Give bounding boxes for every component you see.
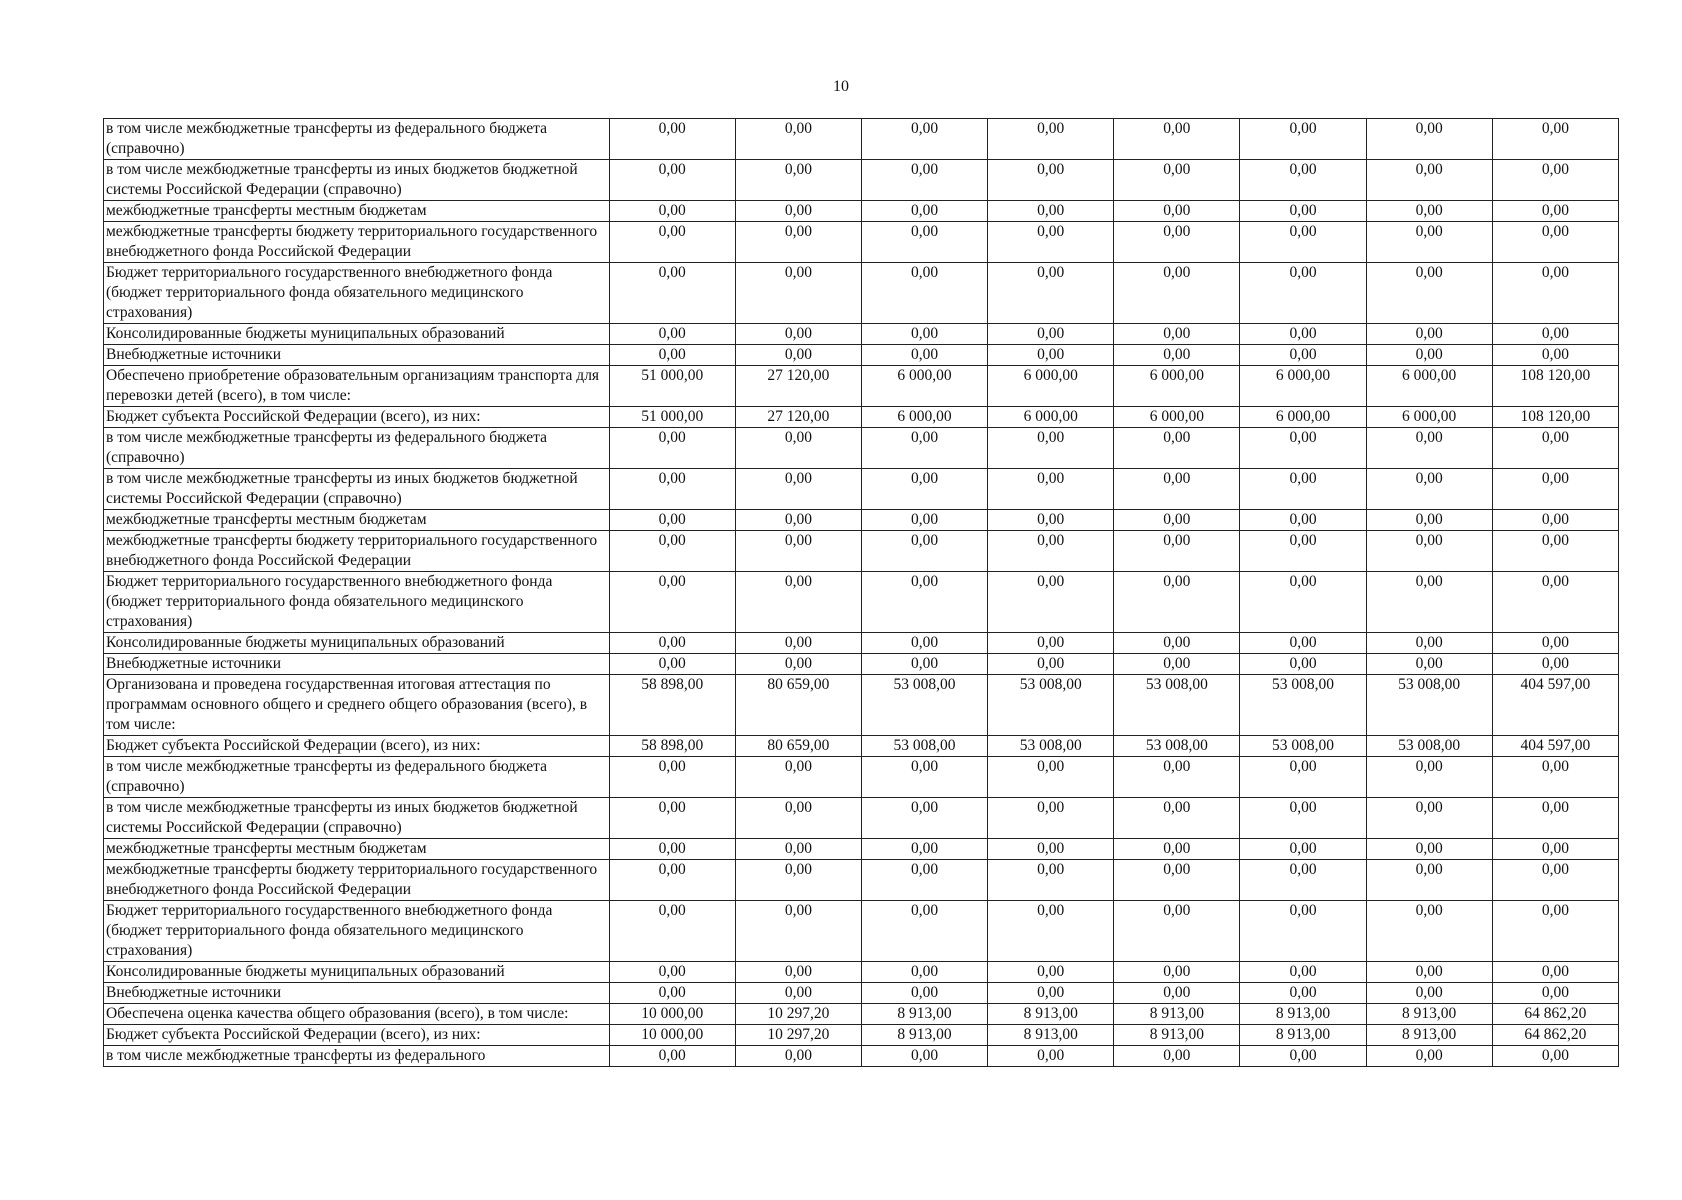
table-row <box>104 798 1619 839</box>
value-cell: 0,00 <box>1114 510 1240 531</box>
value-cell: 0,00 <box>1366 531 1492 572</box>
value-cell: 0,00 <box>735 428 861 469</box>
value-cell: 0,00 <box>1492 798 1618 839</box>
value-cell: 0,00 <box>988 839 1114 860</box>
value-cell: 0,00 <box>861 469 987 510</box>
value-cell: 0,00 <box>1492 428 1618 469</box>
budget-table-body <box>104 119 1619 1067</box>
value-cell: 6 000,00 <box>861 366 987 407</box>
value-cell: 0,00 <box>1492 901 1618 962</box>
value-cell: 0,00 <box>988 572 1114 633</box>
value-cell: 8 913,00 <box>1240 1004 1366 1025</box>
value-cell: 8 913,00 <box>988 1004 1114 1025</box>
value-cell: 0,00 <box>1114 201 1240 222</box>
value-cell: 6 000,00 <box>1114 366 1240 407</box>
value-cell: 0,00 <box>1366 901 1492 962</box>
value-cell: 0,00 <box>1240 798 1366 839</box>
table-row <box>104 654 1619 675</box>
value-cell: 0,00 <box>1366 1046 1492 1067</box>
table-row <box>104 572 1619 633</box>
value-cell: 0,00 <box>735 860 861 901</box>
value-cell: 0,00 <box>861 901 987 962</box>
value-cell: 8 913,00 <box>861 1025 987 1046</box>
table-row <box>104 1046 1619 1067</box>
value-cell: 0,00 <box>1366 160 1492 201</box>
value-cell: 0,00 <box>1366 983 1492 1004</box>
value-cell: 0,00 <box>1492 345 1618 366</box>
value-cell: 0,00 <box>609 901 735 962</box>
value-cell: 0,00 <box>861 345 987 366</box>
value-cell: 10 000,00 <box>609 1025 735 1046</box>
value-cell: 64 862,20 <box>1492 1004 1618 1025</box>
table-row <box>104 839 1619 860</box>
value-cell: 0,00 <box>1240 572 1366 633</box>
value-cell: 0,00 <box>735 222 861 263</box>
value-cell: 0,00 <box>609 757 735 798</box>
value-cell: 0,00 <box>1114 160 1240 201</box>
value-cell: 0,00 <box>861 119 987 160</box>
value-cell: 0,00 <box>1492 160 1618 201</box>
value-cell: 0,00 <box>1366 469 1492 510</box>
value-cell: 0,00 <box>861 633 987 654</box>
value-cell: 0,00 <box>609 839 735 860</box>
value-cell: 0,00 <box>735 345 861 366</box>
value-cell: 58 898,00 <box>609 736 735 757</box>
value-cell: 0,00 <box>988 510 1114 531</box>
value-cell: 0,00 <box>1114 1046 1240 1067</box>
budget-table-wrapper <box>103 118 1619 1067</box>
value-cell: 0,00 <box>1114 757 1240 798</box>
value-cell: 0,00 <box>988 1046 1114 1067</box>
value-cell: 0,00 <box>1492 654 1618 675</box>
value-cell: 0,00 <box>609 633 735 654</box>
value-cell: 0,00 <box>988 345 1114 366</box>
value-cell: 0,00 <box>1240 263 1366 324</box>
value-cell: 0,00 <box>735 324 861 345</box>
value-cell: 0,00 <box>861 428 987 469</box>
value-cell: 0,00 <box>1240 983 1366 1004</box>
value-cell: 0,00 <box>1114 469 1240 510</box>
value-cell: 0,00 <box>861 160 987 201</box>
value-cell: 0,00 <box>1114 839 1240 860</box>
table-row <box>104 901 1619 962</box>
value-cell: 0,00 <box>735 510 861 531</box>
value-cell: 0,00 <box>609 469 735 510</box>
value-cell: 0,00 <box>1240 860 1366 901</box>
row-label: Консолидированные бюджеты муниципальных образований <box>104 324 610 345</box>
value-cell: 53 008,00 <box>1114 736 1240 757</box>
value-cell: 0,00 <box>861 531 987 572</box>
table-row <box>104 469 1619 510</box>
value-cell: 0,00 <box>988 654 1114 675</box>
value-cell: 0,00 <box>861 983 987 1004</box>
value-cell: 53 008,00 <box>1240 675 1366 736</box>
value-cell: 0,00 <box>1114 263 1240 324</box>
value-cell: 0,00 <box>1366 263 1492 324</box>
value-cell: 0,00 <box>1114 654 1240 675</box>
value-cell: 0,00 <box>988 798 1114 839</box>
value-cell: 0,00 <box>1240 222 1366 263</box>
table-row <box>104 407 1619 428</box>
row-label: Внебюджетные источники <box>104 983 610 1004</box>
value-cell: 0,00 <box>735 469 861 510</box>
value-cell: 0,00 <box>861 839 987 860</box>
table-row <box>104 201 1619 222</box>
table-row <box>104 1025 1619 1046</box>
value-cell: 0,00 <box>1492 839 1618 860</box>
value-cell: 0,00 <box>1366 201 1492 222</box>
value-cell: 0,00 <box>988 119 1114 160</box>
table-row <box>104 531 1619 572</box>
value-cell: 0,00 <box>1114 324 1240 345</box>
value-cell: 0,00 <box>609 263 735 324</box>
value-cell: 0,00 <box>988 324 1114 345</box>
value-cell: 0,00 <box>988 160 1114 201</box>
value-cell: 0,00 <box>1366 119 1492 160</box>
value-cell: 0,00 <box>1366 222 1492 263</box>
value-cell: 0,00 <box>1366 428 1492 469</box>
table-row <box>104 324 1619 345</box>
value-cell: 0,00 <box>861 510 987 531</box>
value-cell: 0,00 <box>1366 633 1492 654</box>
table-row <box>104 119 1619 160</box>
value-cell: 0,00 <box>735 983 861 1004</box>
value-cell: 0,00 <box>988 428 1114 469</box>
value-cell: 0,00 <box>988 901 1114 962</box>
value-cell: 51 000,00 <box>609 407 735 428</box>
value-cell: 6 000,00 <box>988 366 1114 407</box>
row-label: Бюджет субъекта Российской Федерации (всего), из них: <box>104 1025 610 1046</box>
value-cell: 53 008,00 <box>988 736 1114 757</box>
value-cell: 0,00 <box>988 222 1114 263</box>
table-row <box>104 633 1619 654</box>
value-cell: 0,00 <box>988 962 1114 983</box>
value-cell: 0,00 <box>735 901 861 962</box>
value-cell: 0,00 <box>861 860 987 901</box>
value-cell: 0,00 <box>1240 469 1366 510</box>
row-label: Бюджет территориального государственного внебюджетного фонда (бюджет территориального фонда обязательного медицинского страхования) <box>104 572 610 633</box>
value-cell: 0,00 <box>1366 860 1492 901</box>
value-cell: 0,00 <box>609 119 735 160</box>
value-cell: 0,00 <box>1240 345 1366 366</box>
row-label: Бюджет территориального государственного внебюджетного фонда (бюджет территориального фонда обязательного медицинского страхования) <box>104 263 610 324</box>
value-cell: 27 120,00 <box>735 407 861 428</box>
value-cell: 0,00 <box>988 531 1114 572</box>
value-cell: 27 120,00 <box>735 366 861 407</box>
value-cell: 0,00 <box>1240 531 1366 572</box>
value-cell: 0,00 <box>861 324 987 345</box>
value-cell: 0,00 <box>1492 572 1618 633</box>
value-cell: 0,00 <box>1114 222 1240 263</box>
value-cell: 0,00 <box>1240 839 1366 860</box>
table-row <box>104 345 1619 366</box>
value-cell: 51 000,00 <box>609 366 735 407</box>
value-cell: 0,00 <box>861 201 987 222</box>
row-label: межбюджетные трансферты местным бюджетам <box>104 839 610 860</box>
value-cell: 0,00 <box>735 839 861 860</box>
value-cell: 0,00 <box>1492 983 1618 1004</box>
value-cell: 0,00 <box>861 654 987 675</box>
value-cell: 6 000,00 <box>1240 366 1366 407</box>
value-cell: 6 000,00 <box>861 407 987 428</box>
value-cell: 0,00 <box>1240 160 1366 201</box>
row-label: в том числе межбюджетные трансферты из федерального бюджета (справочно) <box>104 428 610 469</box>
value-cell: 0,00 <box>1366 510 1492 531</box>
table-row <box>104 366 1619 407</box>
value-cell: 0,00 <box>1492 201 1618 222</box>
value-cell: 0,00 <box>735 160 861 201</box>
value-cell: 0,00 <box>1240 962 1366 983</box>
row-label: Бюджет субъекта Российской Федерации (всего), из них: <box>104 736 610 757</box>
value-cell: 0,00 <box>988 860 1114 901</box>
table-row <box>104 962 1619 983</box>
value-cell: 8 913,00 <box>1366 1025 1492 1046</box>
value-cell: 0,00 <box>1114 901 1240 962</box>
value-cell: 0,00 <box>1114 119 1240 160</box>
value-cell: 0,00 <box>609 860 735 901</box>
value-cell: 0,00 <box>1492 962 1618 983</box>
value-cell: 10 297,20 <box>735 1025 861 1046</box>
page-number: 10 <box>833 78 849 95</box>
value-cell: 0,00 <box>1366 757 1492 798</box>
value-cell: 53 008,00 <box>861 675 987 736</box>
table-row <box>104 860 1619 901</box>
value-cell: 0,00 <box>609 222 735 263</box>
value-cell: 6 000,00 <box>1366 407 1492 428</box>
value-cell: 0,00 <box>988 263 1114 324</box>
value-cell: 0,00 <box>1492 469 1618 510</box>
value-cell: 0,00 <box>861 798 987 839</box>
table-row <box>104 263 1619 324</box>
table-row <box>104 757 1619 798</box>
value-cell: 80 659,00 <box>735 736 861 757</box>
value-cell: 0,00 <box>609 160 735 201</box>
value-cell: 0,00 <box>1114 633 1240 654</box>
value-cell: 0,00 <box>861 962 987 983</box>
table-row <box>104 983 1619 1004</box>
value-cell: 0,00 <box>609 201 735 222</box>
row-label: межбюджетные трансферты местным бюджетам <box>104 201 610 222</box>
value-cell: 53 008,00 <box>1366 736 1492 757</box>
value-cell: 0,00 <box>1366 654 1492 675</box>
value-cell: 108 120,00 <box>1492 407 1618 428</box>
value-cell: 0,00 <box>609 345 735 366</box>
value-cell: 0,00 <box>735 962 861 983</box>
value-cell: 108 120,00 <box>1492 366 1618 407</box>
table-row <box>104 1004 1619 1025</box>
value-cell: 0,00 <box>735 757 861 798</box>
value-cell: 0,00 <box>1366 839 1492 860</box>
value-cell: 404 597,00 <box>1492 736 1618 757</box>
row-label: Консолидированные бюджеты муниципальных образований <box>104 962 610 983</box>
row-label: в том числе межбюджетные трансферты из иных бюджетов бюджетной системы Российской Федерации (справочно) <box>104 160 610 201</box>
table-row <box>104 736 1619 757</box>
value-cell: 0,00 <box>609 983 735 1004</box>
value-cell: 0,00 <box>735 633 861 654</box>
value-cell: 53 008,00 <box>988 675 1114 736</box>
value-cell: 0,00 <box>1240 119 1366 160</box>
value-cell: 0,00 <box>1492 633 1618 654</box>
value-cell: 80 659,00 <box>735 675 861 736</box>
value-cell: 0,00 <box>1492 531 1618 572</box>
value-cell: 0,00 <box>861 757 987 798</box>
row-label: Консолидированные бюджеты муниципальных образований <box>104 633 610 654</box>
value-cell: 0,00 <box>609 798 735 839</box>
row-label: Организована и проведена государственная итоговая аттестация по программам основного общего и среднего общего образования (всего), в том числе: <box>104 675 610 736</box>
value-cell: 64 862,20 <box>1492 1025 1618 1046</box>
value-cell: 0,00 <box>1240 324 1366 345</box>
row-label: в том числе межбюджетные трансферты из иных бюджетов бюджетной системы Российской Федерации (справочно) <box>104 469 610 510</box>
value-cell: 0,00 <box>609 1046 735 1067</box>
value-cell: 0,00 <box>988 469 1114 510</box>
value-cell: 8 913,00 <box>1366 1004 1492 1025</box>
value-cell: 0,00 <box>1114 345 1240 366</box>
row-label: Бюджет территориального государственного внебюджетного фонда (бюджет территориального фонда обязательного медицинского страхования) <box>104 901 610 962</box>
value-cell: 0,00 <box>735 798 861 839</box>
row-label: Внебюджетные источники <box>104 654 610 675</box>
row-label: межбюджетные трансферты бюджету территориального государственного внебюджетного фонда Российской Федерации <box>104 860 610 901</box>
value-cell: 0,00 <box>735 1046 861 1067</box>
value-cell: 10 000,00 <box>609 1004 735 1025</box>
value-cell: 8 913,00 <box>1240 1025 1366 1046</box>
value-cell: 0,00 <box>1492 263 1618 324</box>
value-cell: 0,00 <box>1114 962 1240 983</box>
value-cell: 58 898,00 <box>609 675 735 736</box>
value-cell: 0,00 <box>735 531 861 572</box>
value-cell: 0,00 <box>1366 962 1492 983</box>
value-cell: 0,00 <box>1492 510 1618 531</box>
value-cell: 0,00 <box>1492 222 1618 263</box>
value-cell: 8 913,00 <box>1114 1004 1240 1025</box>
value-cell: 0,00 <box>988 983 1114 1004</box>
value-cell: 53 008,00 <box>1114 675 1240 736</box>
value-cell: 0,00 <box>609 572 735 633</box>
row-label: в том числе межбюджетные трансферты из федерального <box>104 1046 610 1067</box>
value-cell: 6 000,00 <box>1366 366 1492 407</box>
value-cell: 0,00 <box>1114 798 1240 839</box>
value-cell: 8 913,00 <box>861 1004 987 1025</box>
row-label: Обеспечено приобретение образовательным организациям транспорта для перевозки детей (всего), в том числе: <box>104 366 610 407</box>
value-cell: 0,00 <box>735 201 861 222</box>
value-cell: 6 000,00 <box>1240 407 1366 428</box>
value-cell: 0,00 <box>1492 757 1618 798</box>
value-cell: 0,00 <box>735 119 861 160</box>
value-cell: 404 597,00 <box>1492 675 1618 736</box>
row-label: Обеспечена оценка качества общего образования (всего), в том числе: <box>104 1004 610 1025</box>
row-label: в том числе межбюджетные трансферты из федерального бюджета (справочно) <box>104 119 610 160</box>
value-cell: 0,00 <box>861 572 987 633</box>
value-cell: 0,00 <box>735 263 861 324</box>
row-label: в том числе межбюджетные трансферты из федерального бюджета (справочно) <box>104 757 610 798</box>
value-cell: 0,00 <box>1240 510 1366 531</box>
value-cell: 0,00 <box>1240 757 1366 798</box>
row-label: Внебюджетные источники <box>104 345 610 366</box>
value-cell: 0,00 <box>861 263 987 324</box>
value-cell: 0,00 <box>1240 901 1366 962</box>
value-cell: 0,00 <box>1366 324 1492 345</box>
value-cell: 0,00 <box>735 654 861 675</box>
value-cell: 0,00 <box>735 572 861 633</box>
value-cell: 0,00 <box>1492 119 1618 160</box>
value-cell: 0,00 <box>1114 860 1240 901</box>
table-row <box>104 222 1619 263</box>
value-cell: 0,00 <box>1114 428 1240 469</box>
row-label: межбюджетные трансферты местным бюджетам <box>104 510 610 531</box>
value-cell: 0,00 <box>1492 324 1618 345</box>
value-cell: 6 000,00 <box>1114 407 1240 428</box>
value-cell: 0,00 <box>609 654 735 675</box>
value-cell: 10 297,20 <box>735 1004 861 1025</box>
table-row <box>104 428 1619 469</box>
value-cell: 0,00 <box>1240 654 1366 675</box>
value-cell: 0,00 <box>1114 531 1240 572</box>
table-row <box>104 160 1619 201</box>
budget-table <box>103 118 1619 1067</box>
value-cell: 0,00 <box>1240 201 1366 222</box>
value-cell: 0,00 <box>1366 345 1492 366</box>
row-label: Бюджет субъекта Российской Федерации (всего), из них: <box>104 407 610 428</box>
value-cell: 0,00 <box>988 201 1114 222</box>
table-row <box>104 675 1619 736</box>
value-cell: 8 913,00 <box>988 1025 1114 1046</box>
value-cell: 0,00 <box>609 510 735 531</box>
value-cell: 0,00 <box>609 428 735 469</box>
value-cell: 0,00 <box>609 324 735 345</box>
value-cell: 0,00 <box>1240 633 1366 654</box>
value-cell: 0,00 <box>861 222 987 263</box>
value-cell: 0,00 <box>609 962 735 983</box>
value-cell: 8 913,00 <box>1114 1025 1240 1046</box>
row-label: в том числе межбюджетные трансферты из иных бюджетов бюджетной системы Российской Федерации (справочно) <box>104 798 610 839</box>
value-cell: 53 008,00 <box>1366 675 1492 736</box>
value-cell: 0,00 <box>1492 860 1618 901</box>
table-row <box>104 510 1619 531</box>
value-cell: 0,00 <box>1240 1046 1366 1067</box>
value-cell: 0,00 <box>609 531 735 572</box>
value-cell: 53 008,00 <box>861 736 987 757</box>
value-cell: 0,00 <box>1366 798 1492 839</box>
value-cell: 0,00 <box>1114 983 1240 1004</box>
value-cell: 53 008,00 <box>1240 736 1366 757</box>
value-cell: 0,00 <box>1114 572 1240 633</box>
value-cell: 0,00 <box>1366 572 1492 633</box>
value-cell: 0,00 <box>861 1046 987 1067</box>
value-cell: 0,00 <box>988 757 1114 798</box>
value-cell: 0,00 <box>988 633 1114 654</box>
value-cell: 0,00 <box>1240 428 1366 469</box>
value-cell: 6 000,00 <box>988 407 1114 428</box>
row-label: межбюджетные трансферты бюджету территориального государственного внебюджетного фонда Российской Федерации <box>104 531 610 572</box>
value-cell: 0,00 <box>1492 1046 1618 1067</box>
row-label: межбюджетные трансферты бюджету территориального государственного внебюджетного фонда Российской Федерации <box>104 222 610 263</box>
